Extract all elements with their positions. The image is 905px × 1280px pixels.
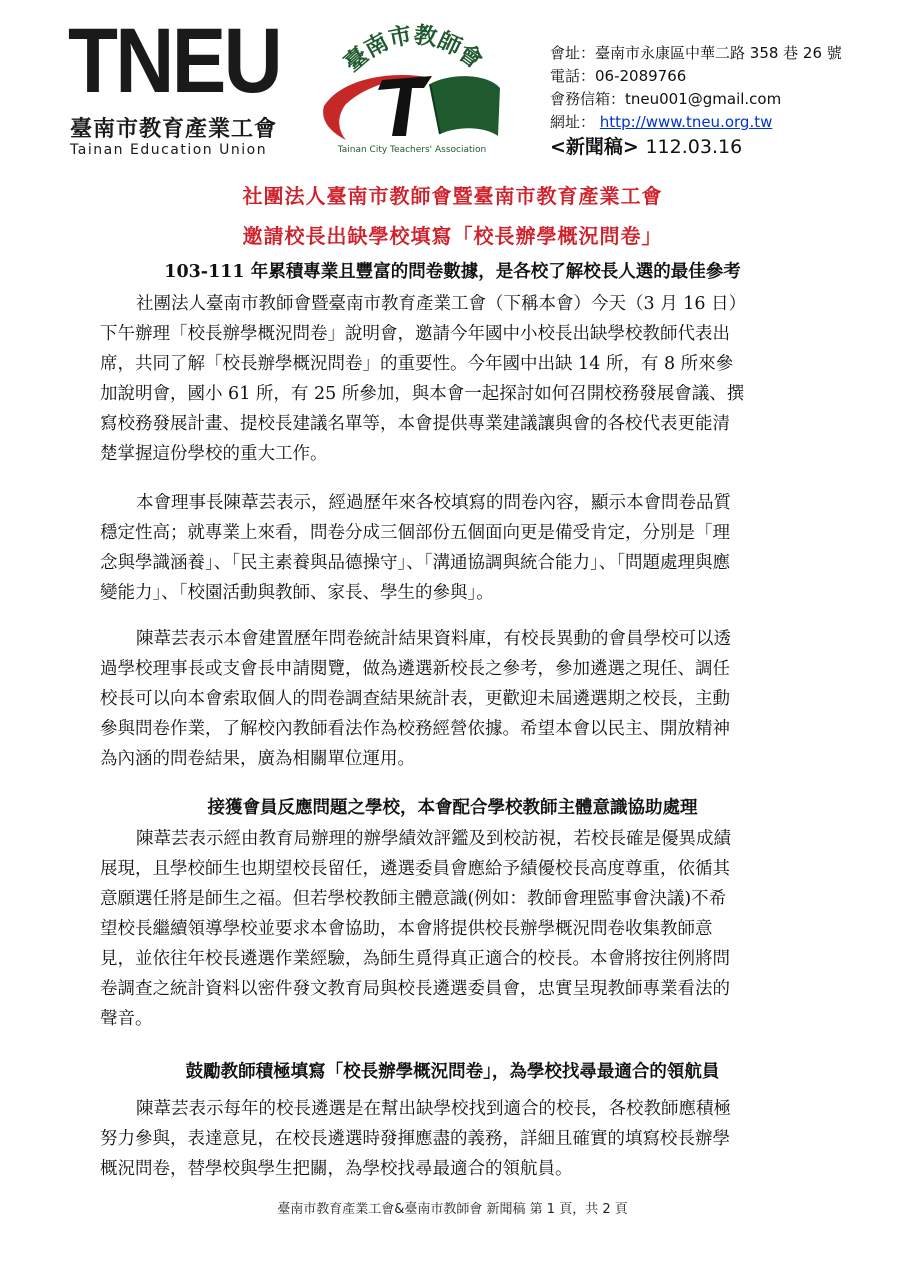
tta-emblem	[312, 18, 512, 158]
paragraph-line: 楚掌握這份學校的重大工作。	[100, 444, 328, 464]
paragraph-line: 概況問卷，替學校與學生把關，為學校找尋最適合的領航員。	[100, 1159, 573, 1179]
paragraph-line: 變能力」、「校園活動與教師、家長、學生的參與」。	[100, 583, 494, 603]
section-heading-1: 103-111 年累積專業且豐富的問卷數據，是各校了解校長人選的最佳參考	[164, 262, 741, 282]
website-label: 網址：	[550, 113, 596, 131]
paragraph-line: 本會理事長陳葦芸表示，經過歷年來各校填寫的問卷內容，顯示本會問卷品質	[136, 493, 731, 513]
letterhead	[0, 0, 905, 170]
paragraph-line: 加說明會，國小 61 所，有 25 所參加，與本會一起探討如何召開校務發展會議、撰	[100, 384, 745, 404]
tneu-letters-graphic	[68, 20, 288, 100]
tta-name-cn: 臺南市教師會	[338, 21, 488, 78]
paragraph-line: 卷調查之統計資料以密件發文教育局與校長遴選委員會，忠實呈現教師專業看法的	[100, 979, 730, 999]
tta-logo	[312, 18, 512, 158]
paragraph-line: 席，共同了解「校長辦學概況問卷」的重要性。今年國中出缺 14 所，有 8 所來參	[100, 354, 734, 374]
paragraph-line: 陳葦芸表示每年的校長遴選是在幫出缺學校找到適合的校長，各校教師應積極	[136, 1099, 731, 1119]
paragraph-3	[100, 624, 852, 774]
paragraph-line: 聲音。	[100, 1009, 153, 1029]
tneu-letters-text: TNEU	[68, 20, 280, 100]
tta-name-en: Tainan City Teachers' Association	[337, 145, 487, 155]
article-title-line-2: 邀請校長出缺學校填寫「校長辦學概況問卷」	[242, 224, 663, 248]
paragraph-line: 校長可以向本會索取個人的問卷調查結果統計表，更歡迎未屆遴選期之校長，主動	[100, 689, 730, 709]
paragraph-1	[100, 289, 852, 469]
page-footer: 臺南市教育產業工會&臺南市教師會 新聞稿 第 1 頁，共 2 頁	[277, 1202, 628, 1217]
tneu-name-en: Tainan Education Union	[70, 142, 268, 158]
paragraph-line: 社團法人臺南市教師會暨臺南市教育產業工會（下稱本會）今天（3 月 16 日）	[136, 294, 747, 314]
paragraph-line: 陳葦芸表示經由教育局辦理的辦學績效評鑑及到校訪視，若校長確是優異成績	[136, 829, 731, 849]
tneu-logo	[68, 20, 288, 158]
paragraph-line: 陳葦芸表示本會建置歷年問卷統計結果資料庫，有校長異動的會員學校可以透	[136, 629, 731, 649]
tneu-name-cn: 臺南市教育產業工會	[70, 117, 278, 142]
website-line	[550, 111, 895, 134]
address-line: 會址：臺南市永康區中華二路 358 巷 26 號	[550, 44, 842, 62]
t-letter-shape	[378, 76, 432, 136]
paragraph-2	[100, 488, 852, 608]
paragraph-line: 下午辦理「校長辦學概況問卷」說明會，邀請今年國中小校長出缺學校教師代表出	[100, 324, 730, 344]
contact-block	[550, 42, 895, 159]
paragraph-line: 寫校務發展計畫、提校長建議名單等，本會提供專業建議讓與會的各校代表更能清	[100, 414, 730, 434]
phone-line: 電話：06-2089766	[550, 67, 687, 85]
paragraph-4	[100, 824, 852, 1034]
paragraph-line: 為內涵的問卷結果，廣為相關單位運用。	[100, 749, 415, 769]
paragraph-line: 念與學識涵養」、「民主素養與品德操守」、「溝通協調與統合能力」、「問題處理與應	[100, 553, 730, 573]
paragraph-line: 望校長繼續領導學校並要求本會協助，本會將提供校長辦學概況問卷收集教師意	[100, 919, 713, 939]
paragraph-line: 展現，且學校師生也期望校長留任，遴選委員會應給予績優校長高度尊重，依循其	[100, 859, 730, 879]
press-date: 112.03.16	[645, 136, 743, 158]
article-title-line-1: 社團法人臺南市教師會暨臺南市教育產業工會	[242, 184, 663, 208]
press-label: <新聞稿>	[550, 136, 639, 158]
press-release-line	[550, 136, 895, 159]
paragraph-line: 參與問卷作業，了解校內教師看法作為校務經營依據。希望本會以民主、開放精神	[100, 719, 730, 739]
paragraph-5	[100, 1094, 852, 1184]
email-line: 會務信箱：tneu001@gmail.com	[550, 90, 782, 108]
section-heading-2: 接獲會員反應問題之學校，本會配合學校教師主體意識協助處理	[207, 798, 698, 818]
paragraph-line: 意願選任將是師生之福。但若學校教師主體意識(例如：教師會理監事會決議)不希	[100, 889, 727, 909]
green-book-shape	[430, 76, 500, 136]
paragraph-line: 過學校理事長或支會長申請閱覽，做為遴選新校長之參考，參加遴選之現任、調任	[100, 659, 730, 679]
website-link[interactable]: http://www.tneu.org.tw	[599, 113, 773, 131]
paragraph-line: 穩定性高；就專業上來看，問卷分成三個部份五個面向更是備受肯定，分別是「理	[100, 523, 730, 543]
section-heading-3: 鼓勵教師積極填寫「校長辦學概況問卷」，為學校找尋最適合的領航員	[185, 1062, 720, 1082]
paragraph-line: 努力參與，表達意見，在校長遴選時發揮應盡的義務，詳細且確實的填寫校長辦學	[100, 1129, 730, 1149]
paragraph-line: 見，並依往年校長遴選作業經驗，為師生覓得真正適合的校長。本會將按往例將問	[100, 949, 730, 969]
